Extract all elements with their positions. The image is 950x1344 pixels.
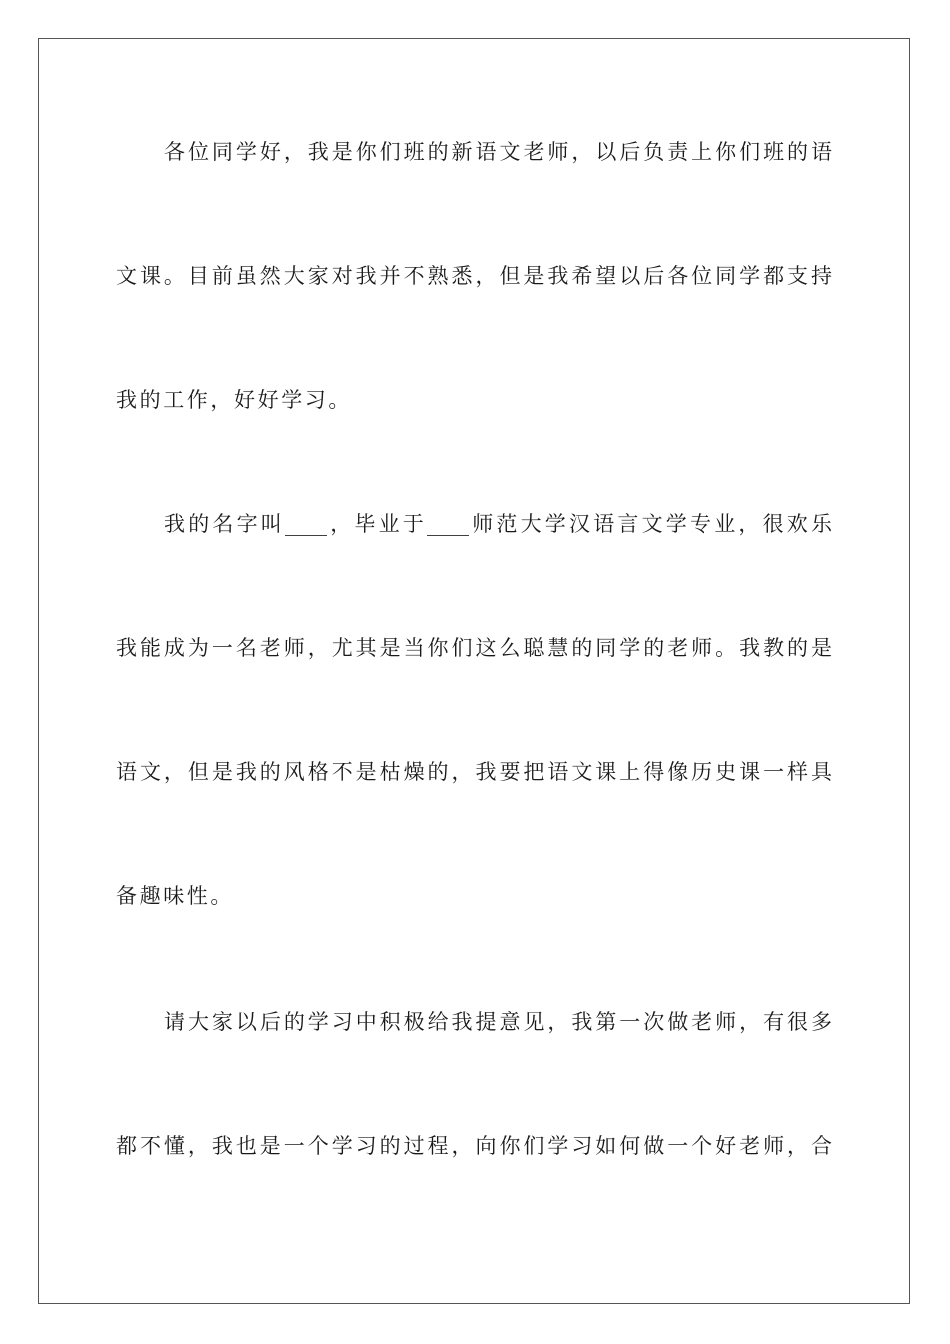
paragraph-1-line-2: 文课。目前虽然大家对我并不熟悉，但是我希望以后各位同学都支持 bbox=[116, 264, 832, 288]
page-border bbox=[38, 38, 910, 1304]
paragraph-3-line-2: 都不懂，我也是一个学习的过程，向你们学习如何做一个好老师，合 bbox=[116, 1134, 832, 1158]
paragraph-2-line-1: 我的名字叫____，毕业于____师范大学汉语言文学专业，很欢乐 bbox=[164, 512, 832, 536]
paragraph-3-line-1: 请大家以后的学习中积极给我提意见，我第一次做老师，有很多 bbox=[164, 1010, 832, 1034]
paragraph-2-line-3: 语文，但是我的风格不是枯燥的，我要把语文课上得像历史课一样具 bbox=[116, 760, 832, 784]
paragraph-1-line-3: 我的工作，好好学习。 bbox=[116, 388, 352, 412]
paragraph-1-line-1: 各位同学好，我是你们班的新语文老师，以后负责上你们班的语 bbox=[164, 140, 832, 164]
paragraph-2-line-2: 我能成为一名老师，尤其是当你们这么聪慧的同学的老师。我教的是 bbox=[116, 636, 832, 660]
paragraph-2-line-4: 备趣味性。 bbox=[116, 884, 234, 908]
